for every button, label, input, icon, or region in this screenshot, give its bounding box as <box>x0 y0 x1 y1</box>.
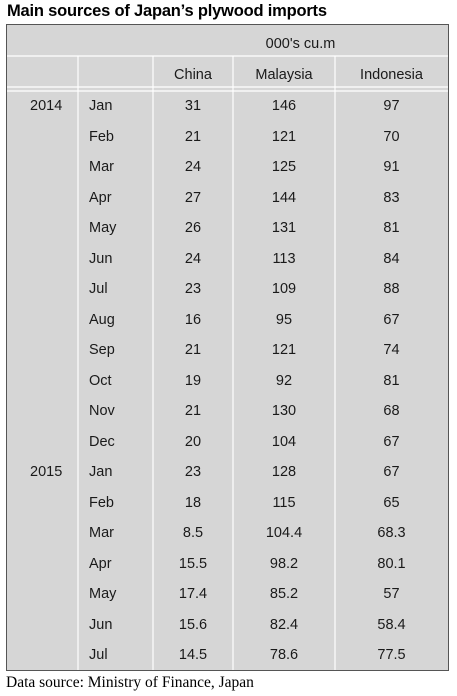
row-month: Jun <box>89 250 113 267</box>
column-header-china: China <box>174 67 212 83</box>
cell-malaysia: 128 <box>271 464 297 480</box>
cell-indonesia: 91 <box>383 159 400 175</box>
cell-indonesia: 88 <box>383 281 400 297</box>
cell-china: 19 <box>184 372 202 389</box>
cell-malaysia: 144 <box>271 189 297 206</box>
cell-china: 15.6 <box>178 616 208 633</box>
cell-indonesia: 84 <box>383 250 400 267</box>
cell-malaysia: 104 <box>271 433 297 450</box>
cell-china: 18 <box>184 494 202 511</box>
row-month: Apr <box>89 189 112 206</box>
cell-indonesia: 81 <box>383 372 400 389</box>
cell-china: 24 <box>184 159 202 175</box>
row-month: Aug <box>89 311 115 328</box>
cell-indonesia: 65 <box>383 494 400 511</box>
cell-indonesia: 67 <box>383 311 400 328</box>
cell-china: 23 <box>184 464 202 480</box>
row-month: Feb <box>89 128 114 145</box>
row-month: Jan <box>89 98 113 114</box>
cell-malaysia: 104.4 <box>265 525 303 541</box>
cell-indonesia: 83 <box>383 189 400 206</box>
cell-china: 23 <box>184 281 202 297</box>
cell-malaysia: 146 <box>271 98 297 114</box>
cell-china: 31 <box>184 98 202 114</box>
cell-indonesia: 80.1 <box>377 555 406 572</box>
row-month: Dec <box>89 433 115 450</box>
cell-malaysia: 125 <box>271 159 297 175</box>
row-year-2014: 2014 <box>30 98 63 114</box>
cell-china: 21 <box>184 128 202 145</box>
cell-malaysia: 121 <box>271 342 297 358</box>
table-title: Main sources of Japan’s plywood imports <box>7 2 327 20</box>
cell-china: 14.5 <box>178 647 208 663</box>
cell-china: 26 <box>184 220 202 236</box>
cell-malaysia: 130 <box>271 403 297 419</box>
cell-indonesia: 57 <box>383 586 400 602</box>
cell-china: 21 <box>184 403 202 419</box>
row-month: Jul <box>89 647 108 663</box>
cell-indonesia: 67 <box>383 433 400 450</box>
row-month: Mar <box>89 159 114 175</box>
row-month: Apr <box>89 555 112 572</box>
row-month: Jul <box>89 281 108 297</box>
data-source-note: Data source: Ministry of Finance, Japan <box>6 674 254 691</box>
cell-china: 24 <box>184 250 202 267</box>
cell-china: 8.5 <box>182 525 204 541</box>
row-year-2015: 2015 <box>30 464 63 480</box>
row-month: May <box>89 586 117 602</box>
cell-malaysia: 92 <box>275 372 293 389</box>
cell-china: 21 <box>184 342 202 358</box>
cell-indonesia: 58.4 <box>377 616 406 633</box>
cell-indonesia: 67 <box>383 464 400 480</box>
cell-malaysia: 121 <box>271 128 297 145</box>
cell-malaysia: 78.6 <box>269 647 299 663</box>
column-header-malaysia: Malaysia <box>255 67 313 83</box>
row-month: May <box>89 220 117 236</box>
cell-indonesia: 81 <box>383 220 400 236</box>
unit-header: 000's cu.m <box>265 36 336 52</box>
row-month: Jan <box>89 464 113 480</box>
cell-indonesia: 68.3 <box>377 525 406 541</box>
cell-china: 27 <box>184 189 202 206</box>
column-header-indonesia: Indonesia <box>360 67 423 83</box>
cell-indonesia: 74 <box>383 342 400 358</box>
cell-malaysia: 113 <box>272 250 296 267</box>
cell-malaysia: 85.2 <box>269 586 299 602</box>
cell-china: 16 <box>184 311 202 328</box>
cell-malaysia: 98.2 <box>269 555 299 572</box>
cell-indonesia: 68 <box>383 403 400 419</box>
cell-indonesia: 70 <box>383 128 400 145</box>
cell-indonesia: 77.5 <box>377 647 406 663</box>
cell-indonesia: 97 <box>383 98 400 114</box>
cell-china: 20 <box>184 433 202 450</box>
cell-malaysia: 115 <box>272 494 296 511</box>
cell-malaysia: 131 <box>271 220 297 236</box>
row-month: Feb <box>89 494 114 511</box>
cell-china: 17.4 <box>178 586 208 602</box>
cell-china: 15.5 <box>178 555 208 572</box>
cell-malaysia: 82.4 <box>269 616 299 633</box>
row-month: Jun <box>89 616 113 633</box>
cell-malaysia: 109 <box>271 281 297 297</box>
row-month: Mar <box>89 525 114 541</box>
cell-malaysia: 95 <box>275 311 293 328</box>
row-month: Sep <box>89 342 115 358</box>
row-month: Oct <box>89 372 112 389</box>
row-month: Nov <box>89 403 115 419</box>
